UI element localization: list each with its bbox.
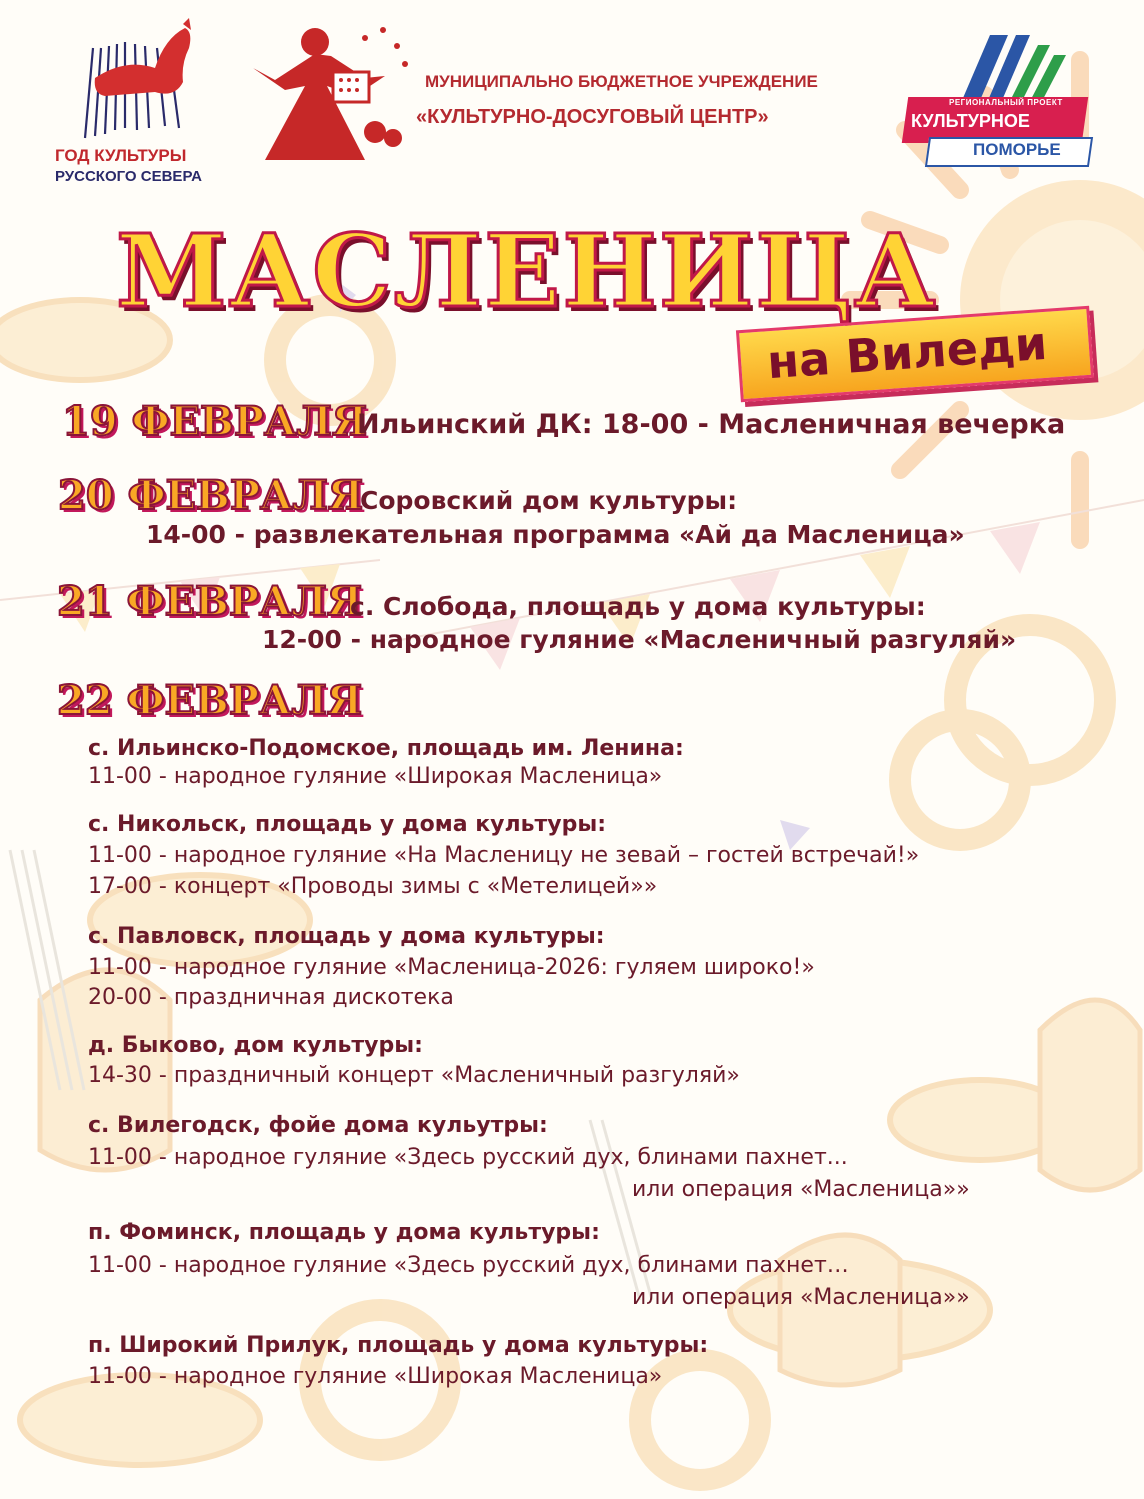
date-feb-20: 20 ФЕВРАЛЯ xyxy=(58,472,364,519)
event-vilegodsk-1: 11-00 - народное гуляние «Здесь русский дух, блинами пахнет... xyxy=(88,1145,848,1170)
org-type: МУНИЦИПАЛЬНО БЮДЖЕТНОЕ УЧРЕЖДЕНИЕ xyxy=(425,72,818,91)
date-feb-21: 21 ФЕВРАЛЯ xyxy=(57,578,363,625)
project-label: РЕГИОНАЛЬНЫЙ ПРОЕКТ xyxy=(949,98,1063,107)
logo-year-of-culture xyxy=(55,18,245,193)
date-feb-19: 19 ФЕВРАЛЯ xyxy=(62,398,368,445)
project-name-line2: ПОМОРЬЕ xyxy=(973,140,1061,159)
pomorye-stripes-icon xyxy=(950,35,1070,105)
event-vilegodsk-1-cont: или операция «Масленица»» xyxy=(632,1177,970,1202)
venue-fominsk: п. Фоминск, площадь у дома культуры: xyxy=(88,1220,600,1245)
venue-bykovo: д. Быково, дом культуры: xyxy=(88,1033,423,1058)
project-name-line1: КУЛЬТУРНОЕ xyxy=(911,111,1030,131)
event-feb-20-program: 14-00 - развлекательная программа «Ай да Масленица» xyxy=(146,520,965,549)
horse-icon xyxy=(65,18,205,146)
org-name: «КУЛЬТУРНО-ДОСУГОВЫЙ ЦЕНТР» xyxy=(416,106,769,128)
event-fominsk-1-cont: или операция «Масленица»» xyxy=(632,1285,970,1310)
date-feb-22: 22 ФЕВРАЛЯ xyxy=(57,677,363,724)
event-fominsk-1: 11-00 - народное гуляние «Здесь русский дух, блинами пахнет… xyxy=(88,1253,849,1278)
page-title: МАСЛЕНИЦА xyxy=(116,212,938,330)
event-ilinsko-1: 11-00 - народное гуляние «Широкая Масленица» xyxy=(88,764,663,789)
venue-pavlovsk: с. Павловск, площадь у дома культуры: xyxy=(88,924,605,949)
event-pavlovsk-1: 11-00 - народное гуляние «Масленица-2026: гуляем широко!» xyxy=(88,955,815,980)
event-nikolsk-2: 17-00 - концерт «Проводы зимы с «Метелицей»» xyxy=(88,874,658,899)
event-feb-19: Ильинский ДК: 18-00 - Масленичная вечерка xyxy=(357,409,1066,440)
venue-ilinsko: с. Ильинско-Подомское, площадь им. Ленина: xyxy=(88,736,684,761)
venue-vilegodsk: с. Вилегодск, фойе дома кульутры: xyxy=(88,1113,548,1138)
venue-shirokiy-priluk: п. Широкий Прилук, площадь у дома культуры: xyxy=(88,1333,709,1358)
event-feb-21-place: с. Слобода, площадь у дома культуры: xyxy=(350,592,926,621)
logo-year-line2: РУССКОГО СЕВЕРА xyxy=(55,168,202,185)
logo-year-line1: ГОД КУЛЬТУРЫ xyxy=(55,146,187,165)
subtitle: на Виледи xyxy=(765,315,1049,390)
event-shirokiy-priluk-1: 11-00 - народное гуляние «Широкая Масленица» xyxy=(88,1364,663,1389)
logo-cultural-pomorye xyxy=(905,35,1095,165)
event-nikolsk-1: 11-00 - народное гуляние «На Масленицу не зевай – гостей встречай!» xyxy=(88,843,920,868)
event-feb-21-program: 12-00 - народное гуляние «Масленичный разгуляй» xyxy=(262,625,1017,654)
event-pavlovsk-2: 20-00 - праздничная дискотека xyxy=(88,985,454,1010)
event-bykovo-1: 14-30 - праздничный концерт «Масленичный разгуляй» xyxy=(88,1063,740,1088)
venue-nikolsk: с. Никольск, площадь у дома культуры: xyxy=(88,812,607,837)
folk-dancer-logo xyxy=(245,20,415,160)
event-feb-20-place: Соровский дом культуры: xyxy=(360,486,738,515)
